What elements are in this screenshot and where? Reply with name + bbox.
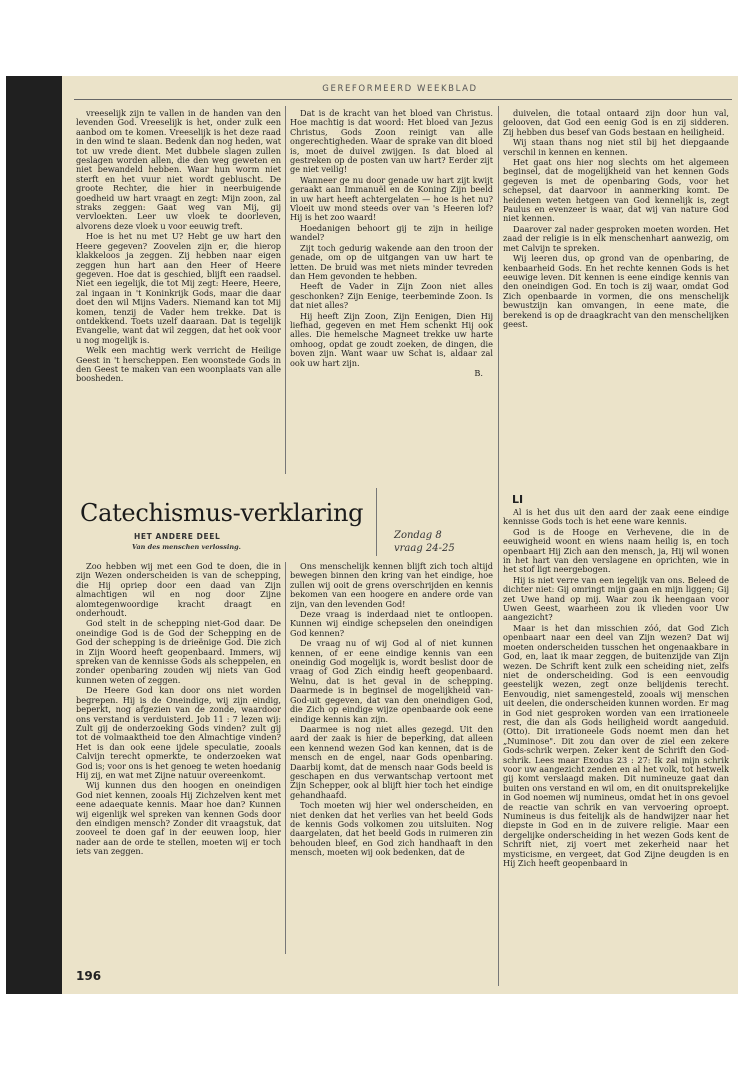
paragraph: Daarover zal nader gesproken moeten worden. Het zaad der religie is in elk menschenhart aanwezig, om met Calvijn te spreken. bbox=[503, 223, 729, 253]
paragraph: Toch moeten wij hier wel onderscheiden, en niet denken dat het verlies van het beeld Gods de kennis Gods volkomen zou uitsluiten. Nog daargelaten, dat het beeld Gods in ruimeren zin behouden bleef, en God zich handhaaft in den mensch, moeten wij ook bedenken, dat de bbox=[290, 800, 493, 858]
article-column-2 bbox=[290, 562, 493, 954]
signature: B. bbox=[474, 367, 483, 378]
paragraph: De Heere God kan door ons niet worden begrepen. Hij is de Oneindige, wij zijn eindig, beperkt, nog afgezien van de zonde, waardoor ons verstand is verduisterd. Job 11 : 7 lezen wij: Zult gij de onderzoeking Gods vinden? zult gij tot de volmaaktheid toe den Almachtige vinden? Het is dan ook eene ijdele speculatie, zooals Calvijn terecht opmerkte, te onderzoeken wat God is; voor ons is het genoeg te weten hoedanig Hij zij, en wat met Zijne natuur overeenkomt. bbox=[76, 685, 281, 780]
right-column bbox=[503, 109, 729, 494]
paragraph: Ons menschelijk kennen blijft zich toch altijd bewegen binnen den kring van het eindige, hoe zullen wij ooit de grens overschrijden en kennis bekomen van een hoogere en andere orde van zijn, van den levenden God! bbox=[290, 562, 493, 609]
paragraph: God is de Hooge en Verhevene, die in de eeuwigheid woont en wiens naam heilig is, en toch openbaart Hij Zich aan den mensch, ja, Hij wil wonen in het hart van den verslagene en oprichten, wie in het stof ligt neergebogen. bbox=[503, 526, 729, 575]
paragraph: Hij heeft Zijn Zoon, Zijn Eenigen, Dien Hij liefhad, gegeven en met Hem schenkt Hij ook alles. Die hemelsche Magneet trekke uw harte omhoog, opdat ge zoudt zoeken, de dingen, die boven zijn. Want waar uw Schat is, aldaar zal ook uw hart zijn. bbox=[290, 310, 493, 368]
page-number: 196 bbox=[76, 969, 102, 983]
paragraph: Wij leeren dus, op grond van de openbaring, de kenbaarheid Gods. En het rechte kennen Gods is het eeuwige leven. Dit kennen is eene eindige kennis van den oneindigen God. En toch is zij waar, omdat God Zich openbaarde in vormen, die ons menschelijk bewustzijn kan omvangen, in eene mate, die berekend is op de draagkracht van den menschelijken geest. bbox=[503, 253, 729, 329]
column-divider bbox=[285, 562, 286, 954]
column-divider bbox=[285, 106, 286, 474]
paragraph: Heeft de Vader in Zijn Zoon niet alles geschonken? Zijn Eenige, teerbeminde Zoon. Is dat niet alles? bbox=[290, 281, 493, 311]
paragraph: Wij staan thans nog niet stil bij het diepgaande verschil in kennen en kennen. bbox=[503, 137, 729, 157]
paragraph: Daarmee is nog niet alles gezegd. Uit den aard der zaak is hier de beperking, dat alleen een kennend wezen God kan kennen, dat is de mensch en de engel, naar Gods openbaring. Daarbij komt, dat de mensch naar Gods beeld is geschapen en dus verwantschap vertoont met Zijn Schepper, ook al blijft hier toch het eindige gehandhaafd. bbox=[290, 723, 493, 800]
meditation-column-1 bbox=[76, 109, 281, 464]
paragraph: Hoedanigen behoort gij te zijn in heilige wandel? bbox=[290, 222, 493, 243]
header-rule bbox=[74, 99, 732, 100]
paragraph: Zoo hebben wij met een God te doen, die in zijn Wezen onderscheiden is van de schepping, die Hij opriep door een daad van Zijn almachtigen wil en nog door Zijne alomtegenwoordige kracht draagt en onderhoudt. bbox=[76, 562, 281, 619]
paragraph: Welk een machtig werk verricht de Heilige Geest in 't herscheppen. Een woonstede Gods in den Geest te maken van een woonplaats van alle boosheden. bbox=[76, 345, 281, 384]
paragraph: Het gaat ons hier nog slechts om het algemeen beginsel, dat de mogelijkheid van het kennen Gods gegeven is met de openbaring Gods, voor het schepsel, dat daarvoor in aanmerking komt. De heidenen weten hetgeen van God kennelijk is, zegt Paulus en evenzeer is waar, dat wij van nature God niet kennen. bbox=[503, 157, 729, 224]
section-label: LI bbox=[512, 493, 524, 506]
scanned-spread bbox=[6, 76, 738, 994]
column-divider bbox=[498, 106, 499, 986]
paragraph: De vraag nu of wij God al of niet kunnen kennen, of er eene eindige kennis van een oneindig God mogelijk is, wordt beslist door de vraag of God Zich eindig heeft geopenbaard. Welnu, dat is het geval in de schepping. Daarmede is in beginsel de mogelijkheid van-God-uit gegeven, dat van den oneindigen God, die Zich op eindige wijze openbaarde ook eene eindige kennis kan zijn. bbox=[290, 638, 493, 724]
right-column-continued bbox=[503, 508, 729, 956]
paragraph: Maar is het dan misschien zóó, dat God Zich openbaart naar een deel van Zijn wezen? Dat wij moeten onderscheiden tusschen het ongenaakbare in God, en, laat ik maar zeggen, de buitenzijde van Zijn wezen. De Schrift kent zulk een scheiding niet, zelfs niet de onderscheiding. God is een eenvoudig geestelijk wezen, zegt onze belijdenis terecht. Eenvoudig, niet samengesteld, zooals wij menschen uit deelen, die onderscheiden kunnen worden. Er mag in God niet gesproken worden van een irrationeele rest, die dan als Gods heiligheid wordt aangeduid. (Otto). Dit irrationeele Gods noemt men dan het „Numinose". Dit zou dan over de ziel een zekere Gods-schrik werpen. Zeker kent de Schrift den God-schrik. Lees maar Exodus 23 : 27: Ik zal mijn schrik voor uw aangezicht zenden en al het volk, tot hetwelk gij komt verslaagd maken. Dit numineuze gaat dan buiten ons verstand en wil om, en dit onuitsprekelijke in God noemen wij numineus, omdat het in ons gevoel de reactie van schrik en van vervoering oproept. Numineus is dus feitelijk als de handwijzer naar het diepste in God en in de zuivere religie. Maar een dergelijke onderscheiding in het wezen Gods kent de Schrift niet, zij voert met zekerheid naar het mysticisme, en vergeet, dat God Zijne deugden is en Hij Zich heeft geopenbaard in bbox=[503, 622, 729, 869]
paragraph: duivelen, die totaal ontaard zijn door hun val, gelooven, dat God een eenig God is en zij sidderen. Zij hebben dus besef van Gods bestaan en heiligheid. bbox=[503, 109, 729, 137]
paragraph: Wanneer ge nu door genade uw hart zijt kwijt geraakt aan Immanuël en de Koning Zijn beeld in uw hart heeft achtergelaten — hoe is het nu? Vloeit uw mond steeds over van 's Heeren lof? Hij is het zoo waard! bbox=[290, 174, 493, 223]
article-title: Catechismus-verklaring bbox=[80, 499, 364, 527]
article-column-1 bbox=[76, 562, 281, 954]
sunday-label bbox=[394, 529, 455, 555]
magazine-page bbox=[62, 76, 738, 994]
zondag-text: Zondag 8 bbox=[394, 530, 442, 541]
paragraph: vreeselijk zijn te vallen in de handen van den levenden God. Vreeselijk is het, onder zulk een aanbod om te komen. Vreeselijk is het deze raad in den wind te slaan. Bedenk dan nog heden, wat tot uw vrede dient. Met dubbele slagen zullen geslagen worden allen, die den weg geweten en niet bewandeld hebben. Waar hun worm niet sterft en het vuur niet wordt gebluscht. De groote Rechter, die hier in neerbuigende goedheid uw hart vraagt en zegt: Mijn zoon, zal straks zeggen: Gaat weg van Mij, gij vervloekten. Leer uw vloek te doorleven, alvorens deze vloek u voor eeuwig treft. bbox=[76, 109, 281, 231]
paragraph: Hoe is het nu met U? Hebt ge uw hart den Heere gegeven? Zoovelen zijn er, die hierop klakkeloos ja zeggen. Zij hebben naar eigen zeggen hun hart aan den Heer of Heere gegeven. Hoe dat is geschied, blijft een raadsel. Niet een iegelijk, die tot Mij zegt: Heere, Heere, zal ingaan in 't Koninkrijk Gods, maar die daar doet den wil Mijns Vaders. Niemand kan tot Mij komen, tenzij de Vader hem trekke. Dat is ontdekkend. Toets uzelf daaraan. Dat is tegelijk Evangelie, want dat wil zeggen, dat het ook voor u nog mogelijk is. bbox=[76, 231, 281, 345]
paragraph: Wij kunnen dus den hoogen en oneindigen God niet kennen, zooals Hij Zichzelven kent met eene adaequate kennis. Maar hoe dan? Kunnen wij eigenlijk wel spreken van kennen Gods door den eindigen mensch? Zonder dit vraagstuk, dat zooveel te doen gaf in der eeuwen loop, hier nader aan de orde te stellen, moeten wij er toch iets van zeggen. bbox=[76, 780, 281, 857]
title-divider bbox=[376, 488, 377, 556]
meditation-column-2 bbox=[290, 109, 493, 464]
paragraph: Zijt toch gedurig wakende aan den troon der genade, om op de uitgangen van uw hart te letten. De bruid was met niets minder tevreden dan Hem gevonden te hebben. bbox=[290, 242, 493, 281]
running-header: GEREFORMEERD WEEKBLAD bbox=[322, 84, 478, 94]
vraag-text: vraag 24-25 bbox=[394, 543, 455, 554]
article-subsubtitle: Van des menschen verlossing. bbox=[132, 543, 241, 551]
paragraph: Deze vraag is inderdaad niet te ontloopen. Kunnen wij eindige schepselen den oneindigen God kennen? bbox=[290, 609, 493, 638]
paragraph: Dat is de kracht van het bloed van Christus. Hoe machtig is dat woord: Het bloed van Jezus Christus, Gods Zoon reinigt van alle ongerechtigheden. Waar de sprake van dit bloed is, moet de duivel zwijgen. Is dat bloed al gestreken op de posten van uw hart? Eerder zijt ge niet veilig! bbox=[290, 109, 493, 175]
paragraph: God stelt in de schepping niet-God daar. De oneindige God is de God der Schepping en de God der schepping is de drieënige God. Die zich in Zijn Woord heeft geopenbaard. Immers, wij spreken van de kennisse Gods als scheppelen, en zonder openbaring zouden wij niets van God kunnen weten of zeggen. bbox=[76, 618, 281, 685]
paragraph: Hij is niet verre van een iegelijk van ons. Beleed de dichter niet: Gij omringt mijn gaan en mijn liggen; Gij zet Uwe hand op mij. Waar zou ik heengaan voor Uwen Geest, waarheen zou ik vlieden voor Uw aangezicht? bbox=[503, 574, 729, 623]
paragraph: Al is het dus uit den aard der zaak eene eindige kennisse Gods toch is het eene ware kennis. bbox=[503, 508, 729, 527]
article-subtitle: HET ANDERE DEEL bbox=[134, 532, 221, 541]
